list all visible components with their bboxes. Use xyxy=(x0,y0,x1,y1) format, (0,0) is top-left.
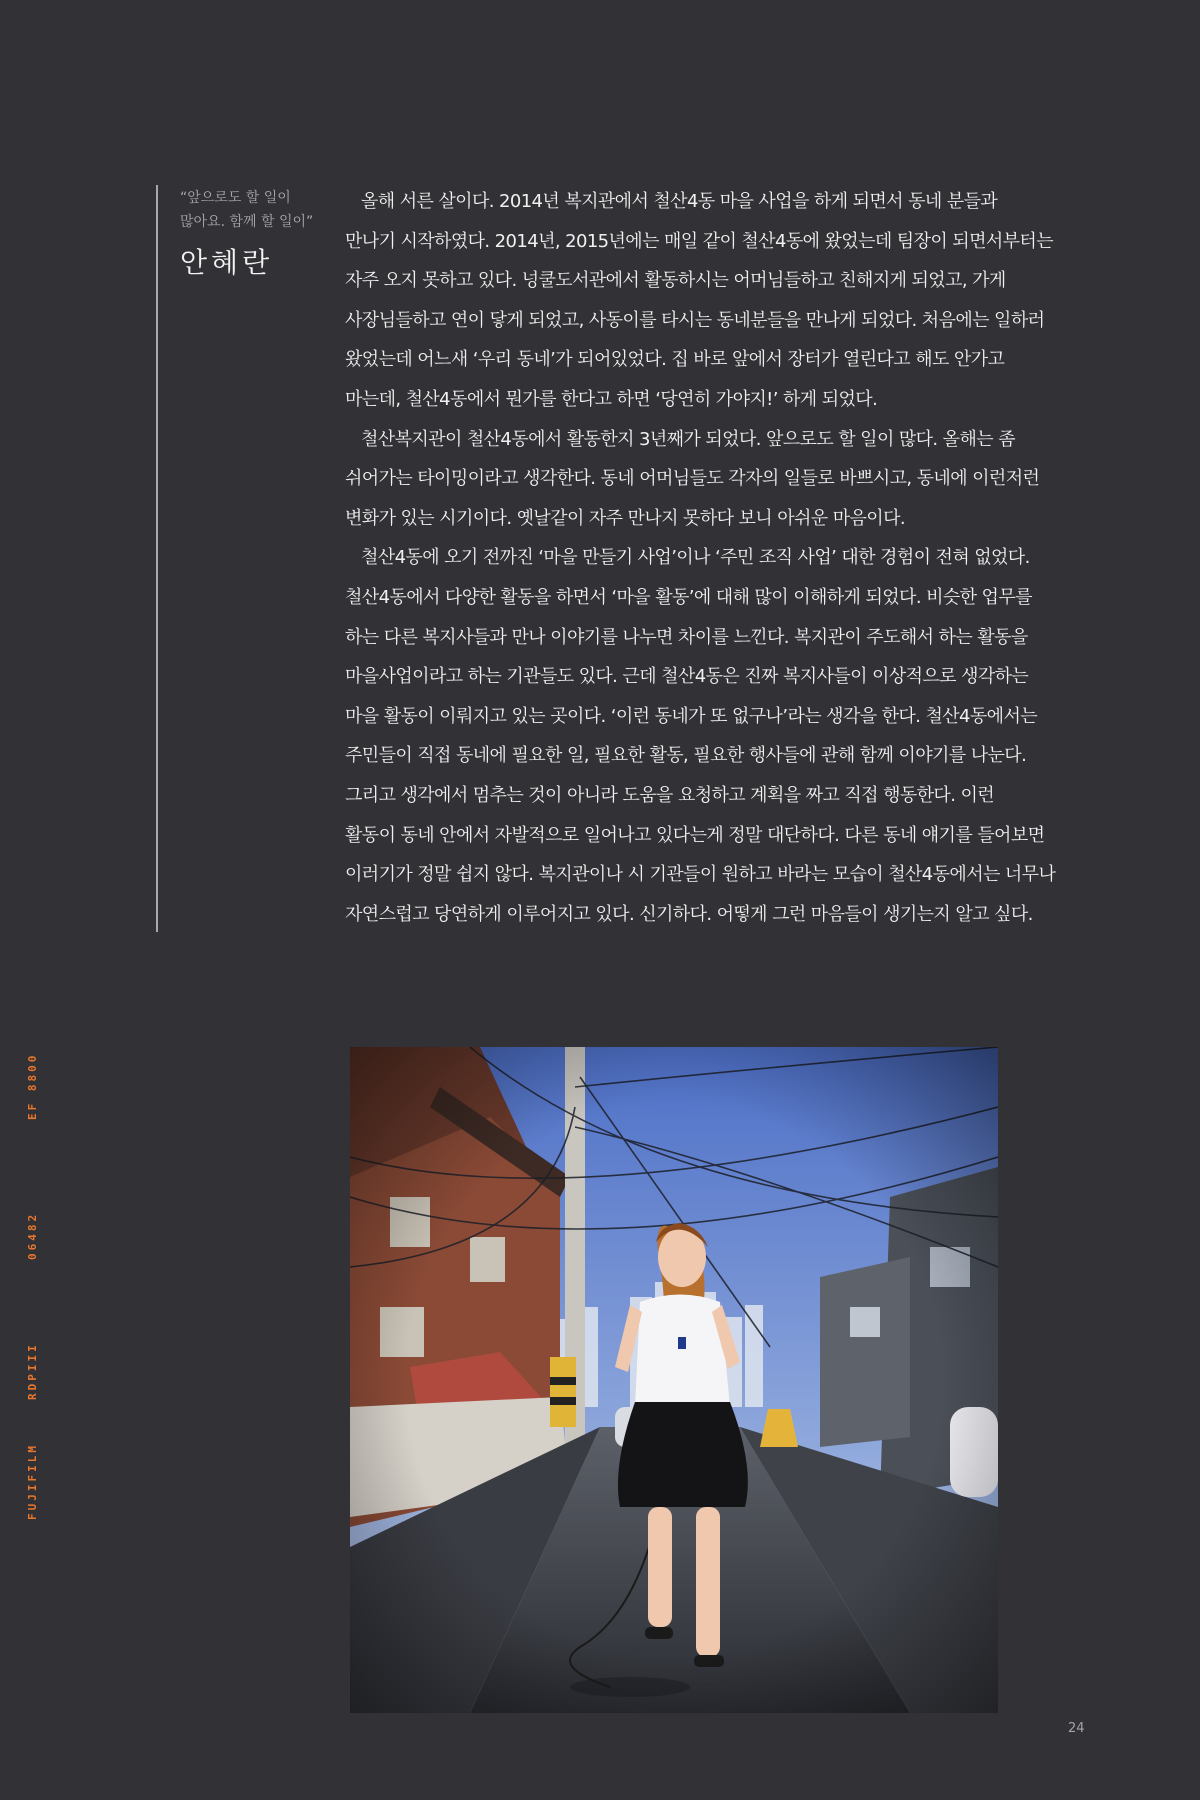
article-line: 쉬어가는 타이밍이라고 생각한다. 동네 어머님들도 각자의 일들로 바쁘시고, 동네에 이런저런 xyxy=(345,468,1040,490)
street-portrait-photo xyxy=(350,1047,998,1713)
film-brand-label: FUJIFILM xyxy=(26,1443,39,1520)
pull-quote-line: 많아요. 함께 할 일이” xyxy=(180,214,314,230)
article-line: 철산복지관이 철산4동에서 활동한지 3년째가 되었다. 앞으로도 할 일이 많다. 올해는 좀 xyxy=(361,428,1015,450)
article-line: 철산4동에 오기 전까진 ‘마을 만들기 사업’이나 ‘주민 조직 사업’ 대한 경험이 전혀 없었다. xyxy=(361,547,1030,569)
page-number: 24 xyxy=(1068,1721,1085,1736)
article-line: 올해 서른 살이다. 2014년 복지관에서 철산4동 마을 사업을 하게 되면서 동네 분들과 xyxy=(361,191,998,212)
article-line: 변화가 있는 시기이다. 옛날같이 자주 만나지 못하다 보니 아쉬운 마음이다. xyxy=(345,507,905,529)
article-line: 이러기가 정말 쉽지 않다. 복지관이나 시 기관들이 원하고 바라는 모습이 철산4동에서는 너무나 xyxy=(345,864,1056,886)
article-line: 만나기 시작하였다. 2014년, 2015년에는 매일 같이 철산4동에 왔었는데 팀장이 되면서부터는 xyxy=(345,230,1054,252)
article-line: 자연스럽고 당연하게 이루어지고 있다. 신기하다. 어떻게 그런 마음들이 생기는지 알고 싶다. xyxy=(345,903,1033,925)
article-body xyxy=(345,182,1056,934)
pull-quote xyxy=(180,186,340,234)
pull-quote-line: “앞으로도 할 일이 xyxy=(180,190,291,206)
article-line: 활동이 동네 안에서 자발적으로 일어나고 있다는게 정말 대단하다. 다른 동네 얘기를 들어보면 xyxy=(345,824,1045,846)
article-line: 하는 다른 복지사들과 만나 이야기를 나누면 차이를 느낀다. 복지관이 주도해서 하는 활동을 xyxy=(345,626,1028,648)
film-code-label: 06482 xyxy=(26,1211,39,1260)
article-line: 왔었는데 어느새 ‘우리 동네’가 되어있었다. 집 바로 앞에서 장터가 열린다고 해도 안가고 xyxy=(345,349,1005,371)
article-line: 그리고 생각에서 멈추는 것이 아니라 도움을 요청하고 계획을 짜고 직접 행동한다. 이런 xyxy=(345,784,995,806)
film-type-label: RDPIII xyxy=(26,1342,39,1400)
article-line: 마는데, 철산4동에서 뭔가를 한다고 하면 ‘당연히 가야지!’ 하게 되었다. xyxy=(345,388,878,410)
sidebar-divider xyxy=(156,185,158,932)
article-line: 마을 활동이 이뤄지고 있는 곳이다. ‘이런 동네가 또 없구나’라는 생각을 한다. 철산4동에서는 xyxy=(345,705,1038,727)
photo-illustration xyxy=(350,1047,998,1713)
article-line: 마을사업이라고 하는 기관들도 있다. 근데 철산4동은 진짜 복지사들이 이상적으로 생각하는 xyxy=(345,666,1029,688)
interviewee-name: 안혜란 xyxy=(180,246,274,279)
article-line: 자주 오지 못하고 있다. 넝쿨도서관에서 활동하시는 어머님들하고 친해지게 되었고, 가게 xyxy=(345,270,1006,292)
article-line: 주민들이 직접 동네에 필요한 일, 필요한 활동, 필요한 행사들에 관해 함께 이야기를 나눈다. xyxy=(345,745,1027,767)
film-frame-label: EF 8800 xyxy=(26,1052,39,1120)
film-edge-markings xyxy=(26,1052,46,1520)
article-line: 사장님들하고 연이 닿게 되었고, 사동이를 타시는 동네분들을 만나게 되었다. 처음에는 일하러 xyxy=(345,309,1045,331)
article-line: 철산4동에서 다양한 활동을 하면서 ‘마을 활동’에 대해 많이 이해하게 되었다. 비슷한 업무를 xyxy=(345,586,1032,608)
